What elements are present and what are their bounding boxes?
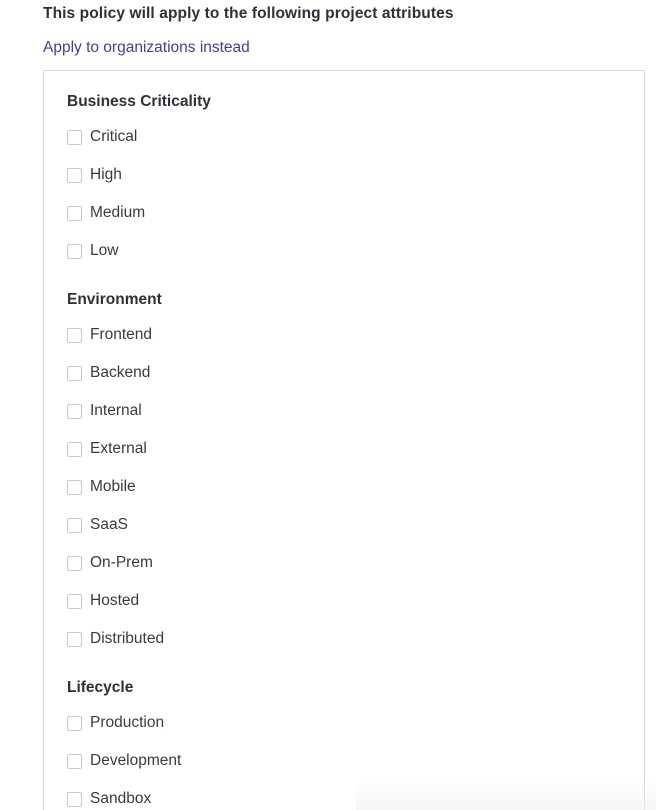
checkbox-row-critical[interactable] [67,127,137,147]
checkbox-label: Mobile [90,478,136,495]
checkbox-label: Internal [90,402,142,419]
group-title-business-criticality: Business Criticality [67,93,211,110]
checkbox-label: Development [90,752,182,769]
checkbox-hosted[interactable] [67,594,82,609]
checkbox-internal[interactable] [67,404,82,419]
checkbox-row-backend[interactable] [67,363,150,383]
checkbox-row-high[interactable] [67,165,122,185]
checkbox-label: On-Prem [90,554,153,571]
checkbox-sandbox[interactable] [67,792,82,807]
checkbox-development[interactable] [67,754,82,769]
checkbox-external[interactable] [67,442,82,457]
checkbox-on-prem[interactable] [67,556,82,571]
checkbox-row-external[interactable] [67,439,147,459]
checkbox-saas[interactable] [67,518,82,533]
checkbox-label: High [90,166,122,183]
checkbox-label: SaaS [90,516,128,533]
checkbox-row-on-prem[interactable] [67,553,153,573]
checkbox-critical[interactable] [67,130,82,145]
checkbox-row-mobile[interactable] [67,477,136,497]
checkbox-backend[interactable] [67,366,82,381]
checkbox-row-frontend[interactable] [67,325,152,345]
checkbox-label: Sandbox [90,790,152,807]
checkbox-label: Frontend [90,326,153,343]
group-title-environment: Environment [67,291,162,308]
checkbox-row-saas[interactable] [67,515,128,535]
checkbox-mobile[interactable] [67,480,82,495]
checkbox-row-hosted[interactable] [67,591,139,611]
group-title-lifecycle: Lifecycle [67,679,134,696]
checkbox-label: Medium [90,204,146,221]
checkbox-row-development[interactable] [67,751,181,771]
checkbox-label: Production [90,714,165,731]
checkbox-label: Hosted [90,592,140,609]
checkbox-production[interactable] [67,716,82,731]
checkbox-label: Low [90,242,119,259]
checkbox-frontend[interactable] [67,328,82,343]
checkbox-label: External [90,440,147,457]
checkbox-row-sandbox[interactable] [67,789,151,809]
checkbox-label: Critical [90,128,138,145]
checkbox-row-internal[interactable] [67,401,142,421]
checkbox-row-medium[interactable] [67,203,145,223]
checkbox-distributed[interactable] [67,632,82,647]
policy-scope-heading: This policy will apply to the following project attributes [43,5,454,22]
checkbox-row-distributed[interactable] [67,629,164,649]
apply-to-organizations-link[interactable]: Apply to organizations instead [43,39,250,56]
checkbox-label: Distributed [90,630,165,647]
checkbox-medium[interactable] [67,206,82,221]
checkbox-high[interactable] [67,168,82,183]
checkbox-label: Backend [90,364,151,381]
checkbox-row-production[interactable] [67,713,164,733]
checkbox-row-low[interactable] [67,241,118,261]
checkbox-low[interactable] [67,244,82,259]
